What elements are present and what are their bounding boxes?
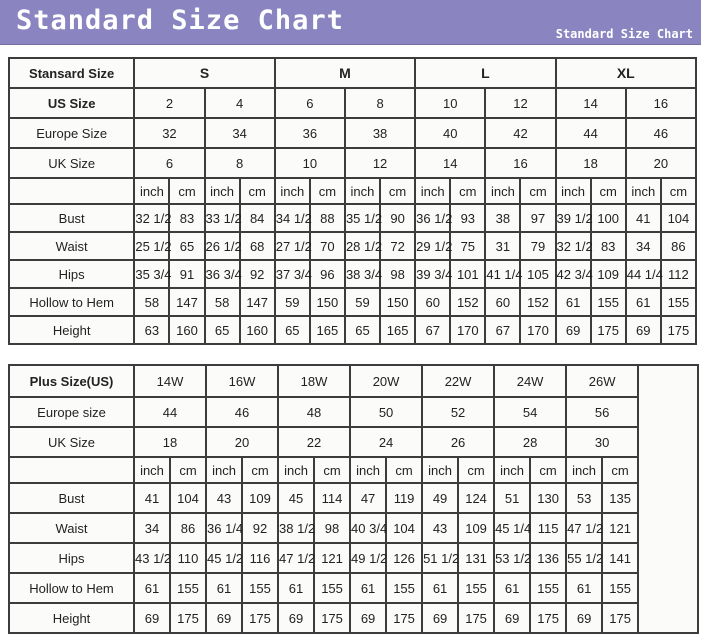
measure-value-cell: 91 [169,260,204,288]
measure-value-cell: 155 [661,288,696,316]
unit-inch-cell: inch [415,178,450,204]
measure-value-cell: 35 1/2 [345,204,380,232]
unit-cm-cell: cm [380,178,415,204]
row-label [9,457,134,483]
unit-inch-cell: inch [626,178,661,204]
measure-value-cell: 121 [602,513,638,543]
measure-value-cell: 124 [458,483,494,513]
unit-cm-cell: cm [602,457,638,483]
size-value-cell: 54 [494,397,566,427]
measure-value-cell: 97 [520,204,555,232]
measure-value-cell: 31 [485,232,520,260]
measure-value-cell: 83 [591,232,626,260]
row-label: Hollow to Hem [9,573,134,603]
unit-cm-cell: cm [386,457,422,483]
size-value-cell: 16 [485,148,555,178]
size-group-cell: M [275,58,415,88]
measure-value-cell: 32 1/2 [556,232,591,260]
size-value-cell: 20 [626,148,696,178]
unit-inch-cell: inch [485,178,520,204]
measure-value-cell: 58 [134,288,169,316]
unit-inch-cell: inch [556,178,591,204]
standard-size-table [8,57,697,345]
size-group-cell: S [134,58,274,88]
measure-value-cell: 33 1/2 [205,204,240,232]
measure-value-cell: 63 [134,316,169,344]
measure-value-cell: 104 [661,204,696,232]
unit-cm-cell: cm [450,178,485,204]
row-label: Height [9,603,134,633]
measure-value-cell: 88 [310,204,345,232]
measure-value-cell: 130 [530,483,566,513]
measure-value-cell: 58 [205,288,240,316]
measure-value-cell: 150 [310,288,345,316]
measure-value-cell: 112 [661,260,696,288]
measure-value-cell: 104 [170,483,206,513]
measure-value-cell: 51 1/2 [422,543,458,573]
unit-inch-cell: inch [345,178,380,204]
size-group-cell: 22W [422,365,494,397]
measure-value-cell: 86 [170,513,206,543]
size-value-cell: 6 [134,148,204,178]
measure-value-cell: 47 1/2 [278,543,314,573]
measure-value-cell: 69 [206,603,242,633]
unit-inch-cell: inch [206,457,242,483]
unit-cm-cell: cm [591,178,626,204]
measure-value-cell: 41 [134,483,170,513]
size-value-cell: 46 [626,118,696,148]
measure-value-cell: 141 [602,543,638,573]
measure-value-cell: 75 [450,232,485,260]
size-group-cell: 14W [134,365,206,397]
measure-value-cell: 60 [415,288,450,316]
measure-value-cell: 69 [134,603,170,633]
measure-value-cell: 152 [450,288,485,316]
measure-value-cell: 98 [380,260,415,288]
size-value-cell: 18 [134,427,206,457]
measure-value-cell: 135 [602,483,638,513]
page-title: Standard Size Chart [16,5,344,36]
size-value-cell: 48 [278,397,350,427]
row-label: UK Size [9,427,134,457]
measure-value-cell: 116 [242,543,278,573]
measure-value-cell: 92 [240,260,275,288]
measure-value-cell: 105 [520,260,555,288]
measure-value-cell: 69 [494,603,530,633]
unit-inch-cell: inch [566,457,602,483]
unit-cm-cell: cm [530,457,566,483]
size-value-cell: 44 [134,397,206,427]
measure-value-cell: 98 [314,513,350,543]
row-label: Height [9,316,134,344]
measure-value-cell: 65 [205,316,240,344]
title-bar [0,0,701,45]
measure-value-cell: 72 [380,232,415,260]
measure-value-cell: 36 1/2 [415,204,450,232]
measure-value-cell: 131 [458,543,494,573]
measure-value-cell: 175 [458,603,494,633]
size-system-label: Stansard Size [9,58,134,88]
unit-inch-cell: inch [134,457,170,483]
measure-value-cell: 34 [626,232,661,260]
unit-inch-cell: inch [350,457,386,483]
measure-value-cell: 160 [169,316,204,344]
measure-value-cell: 40 3/4 [350,513,386,543]
measure-value-cell: 61 [278,573,314,603]
measure-value-cell: 61 [626,288,661,316]
size-value-cell: 2 [134,88,204,118]
size-value-cell: 42 [485,118,555,148]
measure-value-cell: 100 [591,204,626,232]
size-group-cell: 26W [566,365,638,397]
size-value-cell: 46 [206,397,278,427]
unit-inch-cell: inch [494,457,530,483]
measure-value-cell: 109 [591,260,626,288]
measure-value-cell: 160 [240,316,275,344]
measure-value-cell: 53 1/2 [494,543,530,573]
unit-cm-cell: cm [314,457,350,483]
measure-value-cell: 90 [380,204,415,232]
measure-value-cell: 175 [591,316,626,344]
measure-value-cell: 67 [415,316,450,344]
measure-value-cell: 152 [520,288,555,316]
measure-value-cell: 38 [485,204,520,232]
measure-value-cell: 69 [566,603,602,633]
unit-cm-cell: cm [520,178,555,204]
unit-cm-cell: cm [661,178,696,204]
measure-value-cell: 84 [240,204,275,232]
size-group-cell: XL [556,58,696,88]
measure-value-cell: 47 [350,483,386,513]
measure-value-cell: 44 1/4 [626,260,661,288]
measure-value-cell: 136 [530,543,566,573]
page-subtitle: Standard Size Chart [555,27,693,41]
measure-value-cell: 39 1/2 [556,204,591,232]
row-label: Hips [9,260,134,288]
unit-inch-cell: inch [278,457,314,483]
measure-value-cell: 109 [242,483,278,513]
size-value-cell: 8 [345,88,415,118]
measure-value-cell: 47 1/2 [566,513,602,543]
measure-value-cell: 36 3/4 [205,260,240,288]
unit-inch-cell: inch [205,178,240,204]
measure-value-cell: 55 1/2 [566,543,602,573]
row-label: Waist [9,513,134,543]
measure-value-cell: 155 [386,573,422,603]
measure-value-cell: 45 1/4 [494,513,530,543]
size-value-cell: 14 [415,148,485,178]
measure-value-cell: 155 [530,573,566,603]
measure-value-cell: 101 [450,260,485,288]
measure-value-cell: 175 [386,603,422,633]
measure-value-cell: 121 [314,543,350,573]
measure-value-cell: 26 1/2 [205,232,240,260]
row-label: UK Size [9,148,134,178]
measure-value-cell: 175 [602,603,638,633]
measure-value-cell: 29 1/2 [415,232,450,260]
measure-value-cell: 37 3/4 [275,260,310,288]
size-value-cell: 52 [422,397,494,427]
size-value-cell: 24 [350,427,422,457]
measure-value-cell: 25 1/2 [134,232,169,260]
size-value-cell: 56 [566,397,638,427]
size-value-cell: 6 [275,88,345,118]
measure-value-cell: 65 [345,316,380,344]
measure-value-cell: 147 [240,288,275,316]
measure-value-cell: 39 3/4 [415,260,450,288]
size-value-cell: 12 [485,88,555,118]
measure-value-cell: 61 [494,573,530,603]
measure-value-cell: 170 [450,316,485,344]
measure-value-cell: 43 1/2 [134,543,170,573]
size-group-cell: 16W [206,365,278,397]
measure-value-cell: 86 [661,232,696,260]
size-value-cell: 32 [134,118,204,148]
row-label [9,178,134,204]
measure-value-cell: 96 [310,260,345,288]
measure-value-cell: 69 [626,316,661,344]
row-label: Hollow to Hem [9,288,134,316]
size-value-cell: 28 [494,427,566,457]
measure-value-cell: 59 [275,288,310,316]
size-value-cell: 22 [278,427,350,457]
measure-value-cell: 36 1/4 [206,513,242,543]
measure-value-cell: 93 [450,204,485,232]
size-group-cell: 18W [278,365,350,397]
measure-value-cell: 175 [661,316,696,344]
empty-cell [638,365,698,633]
measure-value-cell: 150 [380,288,415,316]
size-value-cell: 14 [556,88,626,118]
measure-value-cell: 41 1/4 [485,260,520,288]
measure-value-cell: 34 [134,513,170,543]
measure-value-cell: 165 [310,316,345,344]
measure-value-cell: 155 [458,573,494,603]
measure-value-cell: 28 1/2 [345,232,380,260]
measure-value-cell: 43 [206,483,242,513]
size-group-cell: 20W [350,365,422,397]
measure-value-cell: 67 [485,316,520,344]
measure-value-cell: 147 [169,288,204,316]
measure-value-cell: 104 [386,513,422,543]
measure-value-cell: 115 [530,513,566,543]
unit-inch-cell: inch [134,178,169,204]
measure-value-cell: 69 [278,603,314,633]
measure-value-cell: 68 [240,232,275,260]
size-value-cell: 50 [350,397,422,427]
measure-value-cell: 45 1/2 [206,543,242,573]
measure-value-cell: 110 [170,543,206,573]
measure-value-cell: 79 [520,232,555,260]
row-label: Europe Size [9,118,134,148]
size-system-label: Plus Size(US) [9,365,134,397]
measure-value-cell: 92 [242,513,278,543]
size-value-cell: 44 [556,118,626,148]
unit-cm-cell: cm [240,178,275,204]
size-group-cell: L [415,58,555,88]
measure-value-cell: 109 [458,513,494,543]
measure-value-cell: 155 [170,573,206,603]
size-value-cell: 18 [556,148,626,178]
measure-value-cell: 32 1/2 [134,204,169,232]
standard-size-table-container [8,57,697,345]
measure-value-cell: 165 [380,316,415,344]
measure-value-cell: 175 [170,603,206,633]
measure-value-cell: 43 [422,513,458,543]
row-label: Bust [9,204,134,232]
measure-value-cell: 53 [566,483,602,513]
measure-value-cell: 126 [386,543,422,573]
measure-value-cell: 175 [530,603,566,633]
unit-inch-cell: inch [275,178,310,204]
plus-size-table-container [8,364,697,634]
size-value-cell: 38 [345,118,415,148]
measure-value-cell: 69 [422,603,458,633]
measure-value-cell: 59 [345,288,380,316]
row-label: Hips [9,543,134,573]
unit-inch-cell: inch [422,457,458,483]
size-group-cell: 24W [494,365,566,397]
row-label: Bust [9,483,134,513]
row-label: Waist [9,232,134,260]
size-value-cell: 16 [626,88,696,118]
size-value-cell: 26 [422,427,494,457]
measure-value-cell: 70 [310,232,345,260]
measure-value-cell: 155 [314,573,350,603]
measure-value-cell: 41 [626,204,661,232]
measure-value-cell: 69 [350,603,386,633]
size-value-cell: 8 [205,148,275,178]
measure-value-cell: 61 [422,573,458,603]
size-value-cell: 20 [206,427,278,457]
measure-value-cell: 35 3/4 [134,260,169,288]
measure-value-cell: 114 [314,483,350,513]
measure-value-cell: 65 [275,316,310,344]
measure-value-cell: 155 [591,288,626,316]
measure-value-cell: 27 1/2 [275,232,310,260]
unit-cm-cell: cm [170,457,206,483]
row-label: Europe size [9,397,134,427]
measure-value-cell: 61 [134,573,170,603]
measure-value-cell: 61 [556,288,591,316]
size-value-cell: 10 [415,88,485,118]
unit-cm-cell: cm [242,457,278,483]
unit-cm-cell: cm [169,178,204,204]
unit-cm-cell: cm [458,457,494,483]
measure-value-cell: 61 [566,573,602,603]
plus-size-table [8,364,699,634]
measure-value-cell: 42 3/4 [556,260,591,288]
measure-value-cell: 65 [169,232,204,260]
measure-value-cell: 49 1/2 [350,543,386,573]
size-value-cell: 12 [345,148,415,178]
measure-value-cell: 38 1/2 [278,513,314,543]
size-value-cell: 10 [275,148,345,178]
measure-value-cell: 155 [242,573,278,603]
measure-value-cell: 61 [350,573,386,603]
measure-value-cell: 60 [485,288,520,316]
measure-value-cell: 155 [602,573,638,603]
measure-value-cell: 69 [556,316,591,344]
measure-value-cell: 34 1/2 [275,204,310,232]
measure-value-cell: 51 [494,483,530,513]
measure-value-cell: 61 [206,573,242,603]
size-value-cell: 30 [566,427,638,457]
measure-value-cell: 119 [386,483,422,513]
size-value-cell: 4 [205,88,275,118]
measure-value-cell: 170 [520,316,555,344]
unit-cm-cell: cm [310,178,345,204]
size-value-cell: 34 [205,118,275,148]
measure-value-cell: 175 [242,603,278,633]
measure-value-cell: 38 3/4 [345,260,380,288]
size-value-cell: 40 [415,118,485,148]
measure-value-cell: 49 [422,483,458,513]
measure-value-cell: 45 [278,483,314,513]
row-label: US Size [9,88,134,118]
measure-value-cell: 175 [314,603,350,633]
measure-value-cell: 83 [169,204,204,232]
size-value-cell: 36 [275,118,345,148]
